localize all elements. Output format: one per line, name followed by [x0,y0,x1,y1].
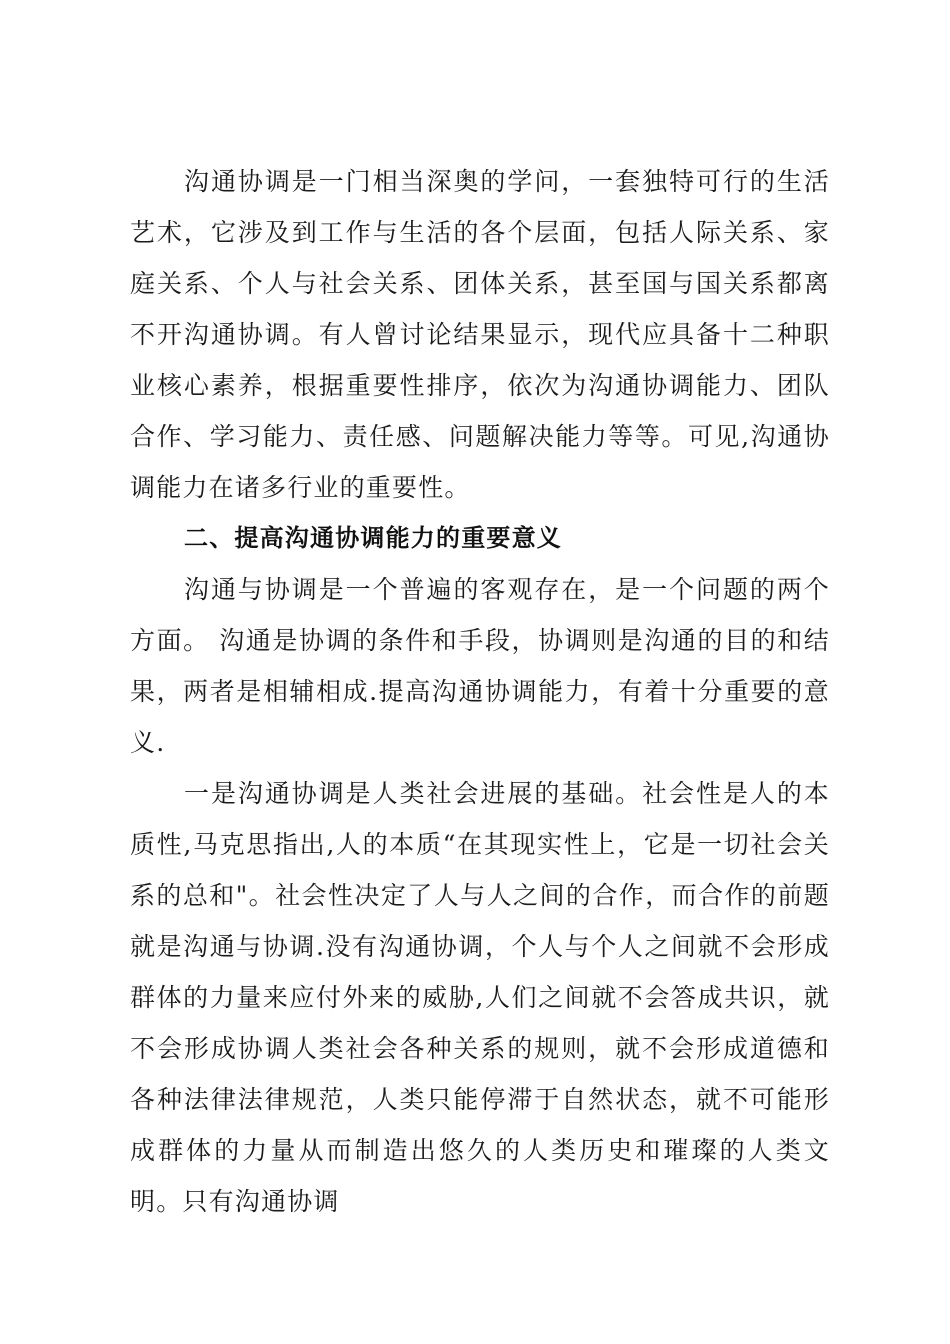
paragraph-point-one: 一是沟通协调是人类社会进展的基础。社会性是人的本质性,马克思指出,人的本质“在其现实性上，它是一切社会关系的总和"。社会性决定了人与人之间的合作，而合作的前题就是沟通与协调.没有沟通协调，个人与个人之间就不会形成群体的力量来应付外来的威胁,人们之间就不会答成共识，就不会形成协调人类社会各种关系的规则，就不会形成道德和各种法律法律规范，人类只能停滞于自然状态，就不可能形成群体的力量从而制造出悠久的人类历史和璀璨的人类文明。只有沟通协调 [130,779,830,1216]
paragraph-intro: 沟通协调是一门相当深奥的学问，一套独特可行的生活艺术，它涉及到工作与生活的各个层面，包括人际关系、家庭关系、个人与社会关系、团体关系，甚至国与国关系都离不开沟通协调。有人曾讨论结果显示，现代应具备十二种职业核心素养，根据重要性排序，依次为沟通协调能力、团队合作、学习能力、责任感、问题解决能力等等。可见,沟通协调能力在诸多行业的重要性。 [130,167,830,502]
section-heading: 二、提高沟通协调能力的重要意义 [184,524,562,552]
paragraph-communication-coordination: 沟通与协调是一个普遍的客观存在，是一个问题的两个方面。 沟通是协调的条件和手段，协调则是沟通的目的和结果，两者是相辅相成.提高沟通协调能力，有着十分重要的意义. [130,575,830,757]
document-body [130,156,830,1227]
